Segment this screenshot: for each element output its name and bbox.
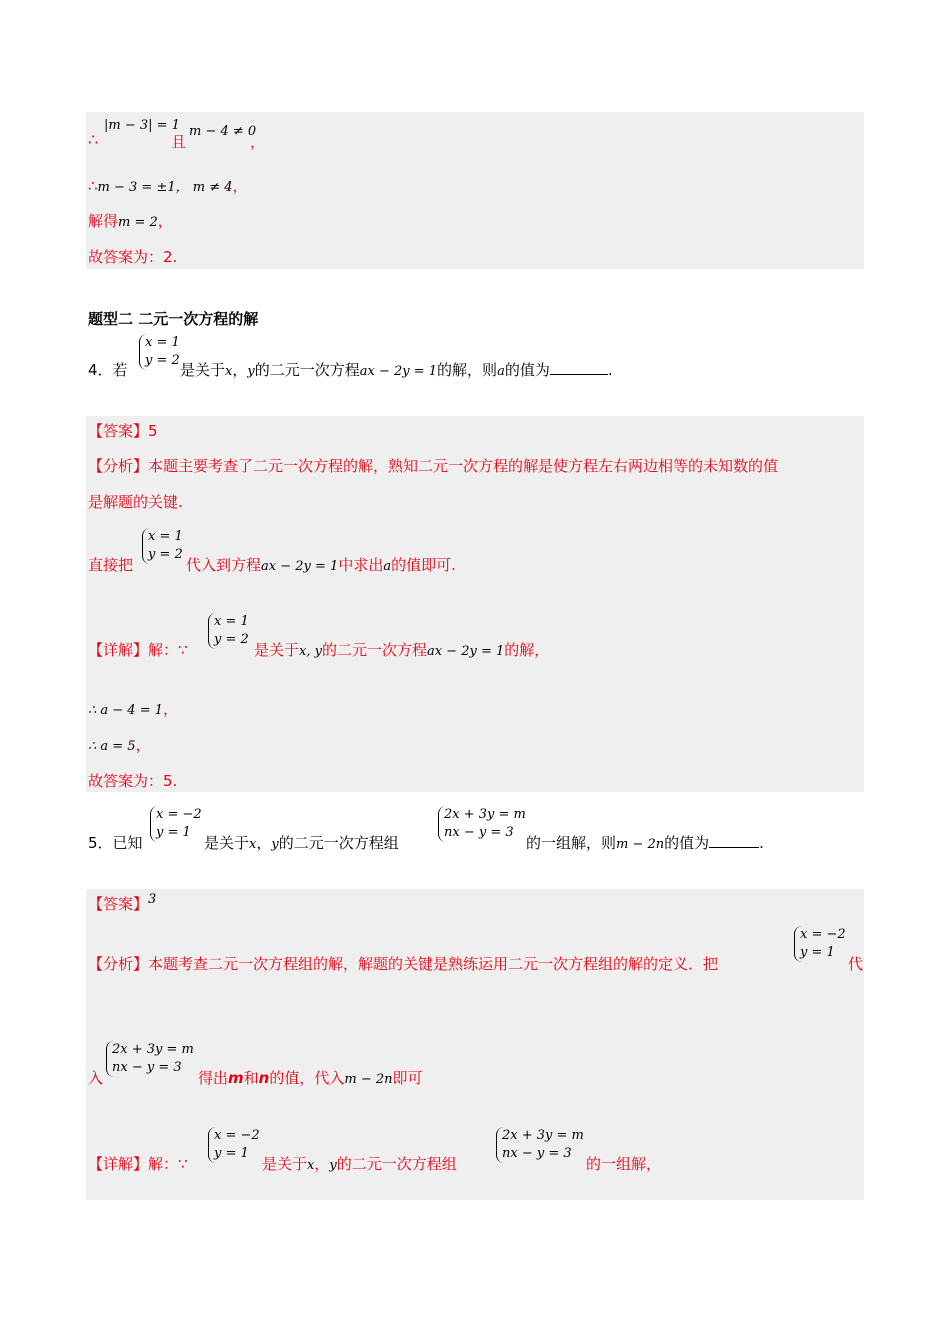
solution-block-q5	[86, 889, 864, 1200]
question-text: 的值为	[664, 834, 710, 852]
analysis-line-1	[88, 954, 718, 974]
detail-text: 的二元一次方程组	[336, 1155, 457, 1173]
analysis-text: 和	[243, 1069, 259, 1087]
detail-line-start	[88, 1154, 188, 1174]
final-answer: 故答案为：2.	[88, 248, 178, 266]
system-braces	[139, 334, 180, 370]
system-line: y = 2	[145, 353, 180, 368]
analysis-line-2-start: 入	[88, 1069, 104, 1087]
system-line: x = 1	[148, 529, 183, 544]
system-braces	[208, 613, 249, 649]
answer-blank	[709, 833, 759, 848]
step-math: ∴ a − 4 = 1	[88, 703, 164, 718]
step-line-2	[88, 735, 151, 757]
solve-text: 解得	[88, 212, 119, 230]
question-4-body	[180, 360, 613, 382]
system-line: nx − y = 3	[502, 1146, 572, 1161]
system-line: x = −2	[214, 1128, 260, 1143]
var-y: y	[329, 1158, 337, 1173]
var-a: a	[497, 364, 505, 379]
question-text: 的值为	[504, 361, 550, 379]
direct-line-start: 直接把	[88, 556, 134, 574]
equation: ax − 2y = 1	[426, 644, 505, 659]
system-line: x = 1	[145, 335, 180, 350]
question-5-tail	[526, 833, 764, 855]
system-line: x = −2	[156, 807, 202, 822]
detail-label: 【详解】	[88, 1155, 149, 1173]
expression: m − 2n	[344, 1072, 393, 1087]
analysis-text: 代	[848, 955, 864, 973]
answer-line	[88, 421, 158, 441]
period: .	[607, 361, 613, 379]
separator: ，	[232, 361, 248, 379]
system-line: x = −2	[800, 927, 846, 942]
and-word: 且	[171, 133, 187, 151]
step-line-2	[88, 211, 173, 233]
var-y: y	[247, 364, 255, 379]
analysis-label: 【分析】	[88, 457, 149, 475]
system-braces	[142, 528, 183, 564]
var-y: y	[271, 837, 279, 852]
system-line: y = 1	[156, 825, 191, 840]
question-text: 的一组解，则	[526, 834, 617, 852]
system-line: y = 2	[148, 547, 183, 562]
equation: ax − 2y = 1	[359, 364, 438, 379]
var-a: a	[383, 559, 392, 574]
detail-text: 是关于	[254, 641, 300, 659]
system-braces	[208, 1127, 260, 1163]
detail-label: 【详解】	[88, 641, 149, 659]
direct-line-body	[186, 555, 456, 577]
system-line: y = 1	[214, 1146, 249, 1161]
section-heading: 题型二 二元一次方程的解	[88, 310, 259, 328]
system-braces	[438, 806, 526, 842]
detail-line-tail: 的一组解，	[586, 1155, 662, 1173]
question-5-body	[204, 833, 399, 855]
system-line: nx − y = 3	[112, 1060, 182, 1075]
question-text: 是关于	[180, 361, 226, 379]
therefore-symbol: ∴	[88, 177, 98, 195]
system-line: 2x + 3y = m	[502, 1128, 584, 1143]
final-answer: 故答案为：5.	[88, 772, 178, 790]
analysis-text: 即可	[392, 1069, 423, 1087]
comma: ，	[250, 133, 266, 151]
analysis-line-1	[88, 456, 778, 476]
question-4-start: 4．若	[88, 361, 128, 379]
analysis-text: 得出	[198, 1069, 229, 1087]
analysis-text: 本题考查二元一次方程组的解，解题的关键是熟练运用二元一次方程组的解的定义．把	[148, 955, 719, 973]
var-xy: x, y	[299, 644, 322, 659]
abs-equation: |m − 3| = 1	[104, 118, 180, 133]
detail-line-body	[262, 1154, 457, 1176]
analysis-text: 代入到方程	[186, 556, 262, 574]
step-math: m − 3 = ±1， m ≠ 4	[97, 180, 233, 195]
analysis-line-2-body	[198, 1068, 423, 1090]
system-line: y = 1	[800, 945, 835, 960]
analysis-text: 的值，代入	[269, 1069, 345, 1087]
detail-line-start	[88, 640, 188, 660]
analysis-label: 【分析】	[88, 955, 149, 973]
detail-line-body	[254, 640, 549, 662]
question-text: 的二元一次方程组	[278, 834, 399, 852]
system-braces	[150, 806, 202, 842]
question-text: 是关于	[204, 834, 250, 852]
detail-text: 的二元一次方程	[321, 641, 427, 659]
step-line-1	[88, 176, 248, 198]
analysis-text: 中求出	[338, 556, 384, 574]
system-braces	[106, 1041, 194, 1077]
comma: ，	[135, 736, 151, 754]
comma: ，	[157, 212, 173, 230]
therefore-symbol: ∴	[88, 130, 99, 149]
var-x: x	[249, 837, 257, 852]
analysis-text: 的值即可.	[391, 556, 456, 574]
comma: ，	[163, 700, 179, 718]
question-text: 的解，则	[437, 361, 498, 379]
comma: ，	[232, 177, 248, 195]
answer-line	[88, 894, 156, 916]
separator: ，	[314, 1155, 330, 1173]
step-line-1	[88, 699, 178, 721]
system-line: nx − y = 3	[444, 825, 514, 840]
detail-text: 的解，	[504, 641, 550, 659]
question-text: 的二元一次方程	[254, 361, 360, 379]
system-braces	[794, 926, 846, 962]
system-line: x = 1	[214, 614, 249, 629]
detail-text: 是关于	[262, 1155, 308, 1173]
condition-equation: m − 4 ≠ 0	[189, 124, 257, 139]
step-math: m = 2	[118, 215, 158, 230]
expression: m − 2n	[616, 837, 665, 852]
answer-value: 5	[148, 422, 158, 440]
detail-text: 解：∵	[148, 1155, 188, 1173]
analysis-line-2: 是解题的关键.	[88, 493, 183, 511]
answer-label: 【答案】	[88, 422, 149, 440]
var-m: m	[228, 1069, 244, 1087]
period: .	[759, 834, 764, 852]
answer-value: 3	[148, 892, 157, 907]
analysis-text: 本题主要考查了二元一次方程的解，熟知二元一次方程的解是使方程左右两边相等的未知数的值	[148, 457, 779, 475]
system-line: y = 2	[214, 632, 249, 647]
answer-blank	[550, 360, 608, 375]
equation: ax − 2y = 1	[261, 559, 339, 574]
system-line: 2x + 3y = m	[444, 807, 526, 822]
detail-text: 解：∵	[148, 641, 188, 659]
answer-label: 【答案】	[88, 895, 149, 913]
var-x: x	[225, 364, 233, 379]
var-n: n	[258, 1069, 270, 1087]
step-math: ∴ a = 5	[88, 739, 136, 754]
var-x: x	[307, 1158, 315, 1173]
system-braces	[496, 1127, 584, 1163]
question-5-start: 5．已知	[88, 834, 143, 852]
system-line: 2x + 3y = m	[112, 1042, 194, 1057]
separator: ，	[256, 834, 272, 852]
